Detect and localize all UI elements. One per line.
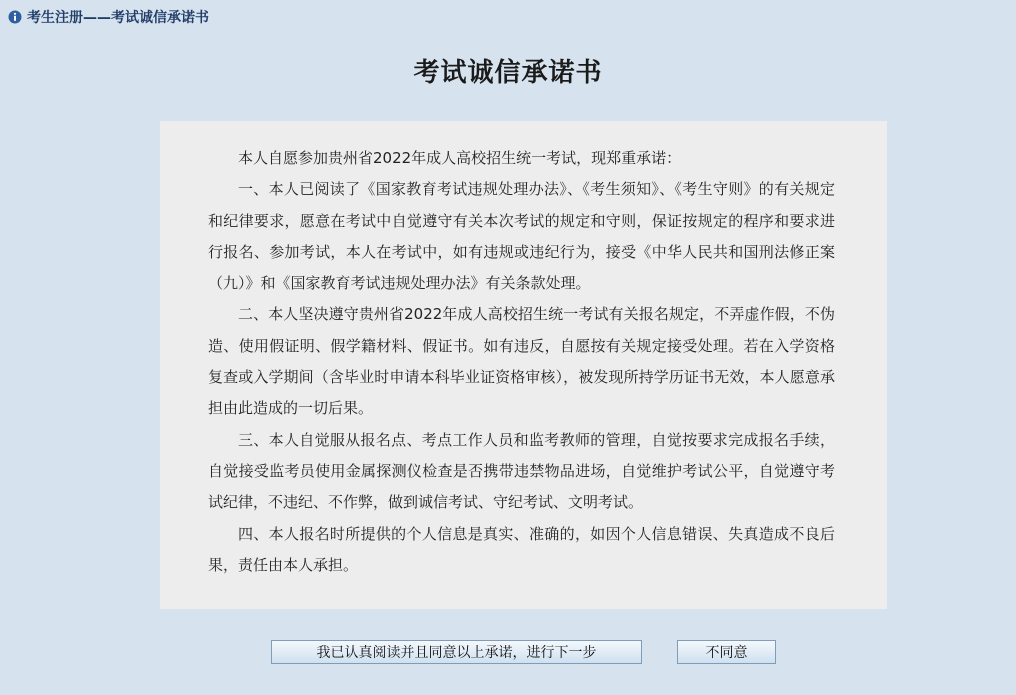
- pledge-paragraph-intro: 本人自愿参加贵州省2022年成人高校招生统一考试，现郑重承诺：: [238, 149, 682, 167]
- page-title: 考试诚信承诺书: [413, 58, 603, 88]
- pledge-text: [208, 143, 835, 581]
- info-icon: [8, 10, 22, 24]
- pledge-paragraph-1: 一、本人已阅读了《国家教育考试违规处理办法》、《考生须知》、《考生守则》的有关规定和纪律要求，愿意在考试中自觉遵守有关本次考试的规定和守则，保证按规定的程序和要求进行报名、参加考试，本人在考试中，如有违规或违纪行为，接受《中华人民共和国刑法修正案（九）》和《国家教育考试违规处理办法》有关条款处理。: [208, 180, 835, 293]
- header-title: 考生注册——考试诚信承诺书: [27, 10, 209, 26]
- pledge-paragraph-2: 二、本人坚决遵守贵州省2022年成人高校招生统一考试有关报名规定，不弄虚作假，不伪造、使用假证明、假学籍材料、假证书。如有违反，自愿按有关规定接受处理。若在入学资格复查或入学期间（含毕业时申请本科毕业证资格审核），被发现所持学历证书无效，本人愿意承担由此造成的一切后果。: [208, 305, 835, 418]
- agree-next-button[interactable]: 我已认真阅读并且同意以上承诺，进行下一步: [271, 640, 642, 664]
- pledge-panel: [160, 121, 887, 609]
- disagree-button[interactable]: 不同意: [677, 640, 776, 664]
- page-header: [8, 6, 209, 28]
- pledge-paragraph-3: 三、本人自觉服从报名点、考点工作人员和监考教师的管理，自觉按要求完成报名手续，自觉接受监考员使用金属探测仪检查是否携带违禁物品进场，自觉维护考试公平，自觉遵守考试纪律，不违纪、不作弊，做到诚信考试、守纪考试、文明考试。: [208, 430, 835, 512]
- pledge-paragraph-4: 四、本人报名时所提供的个人信息是真实、准确的，如因个人信息错误、失真造成不良后果，责任由本人承担。: [208, 524, 835, 574]
